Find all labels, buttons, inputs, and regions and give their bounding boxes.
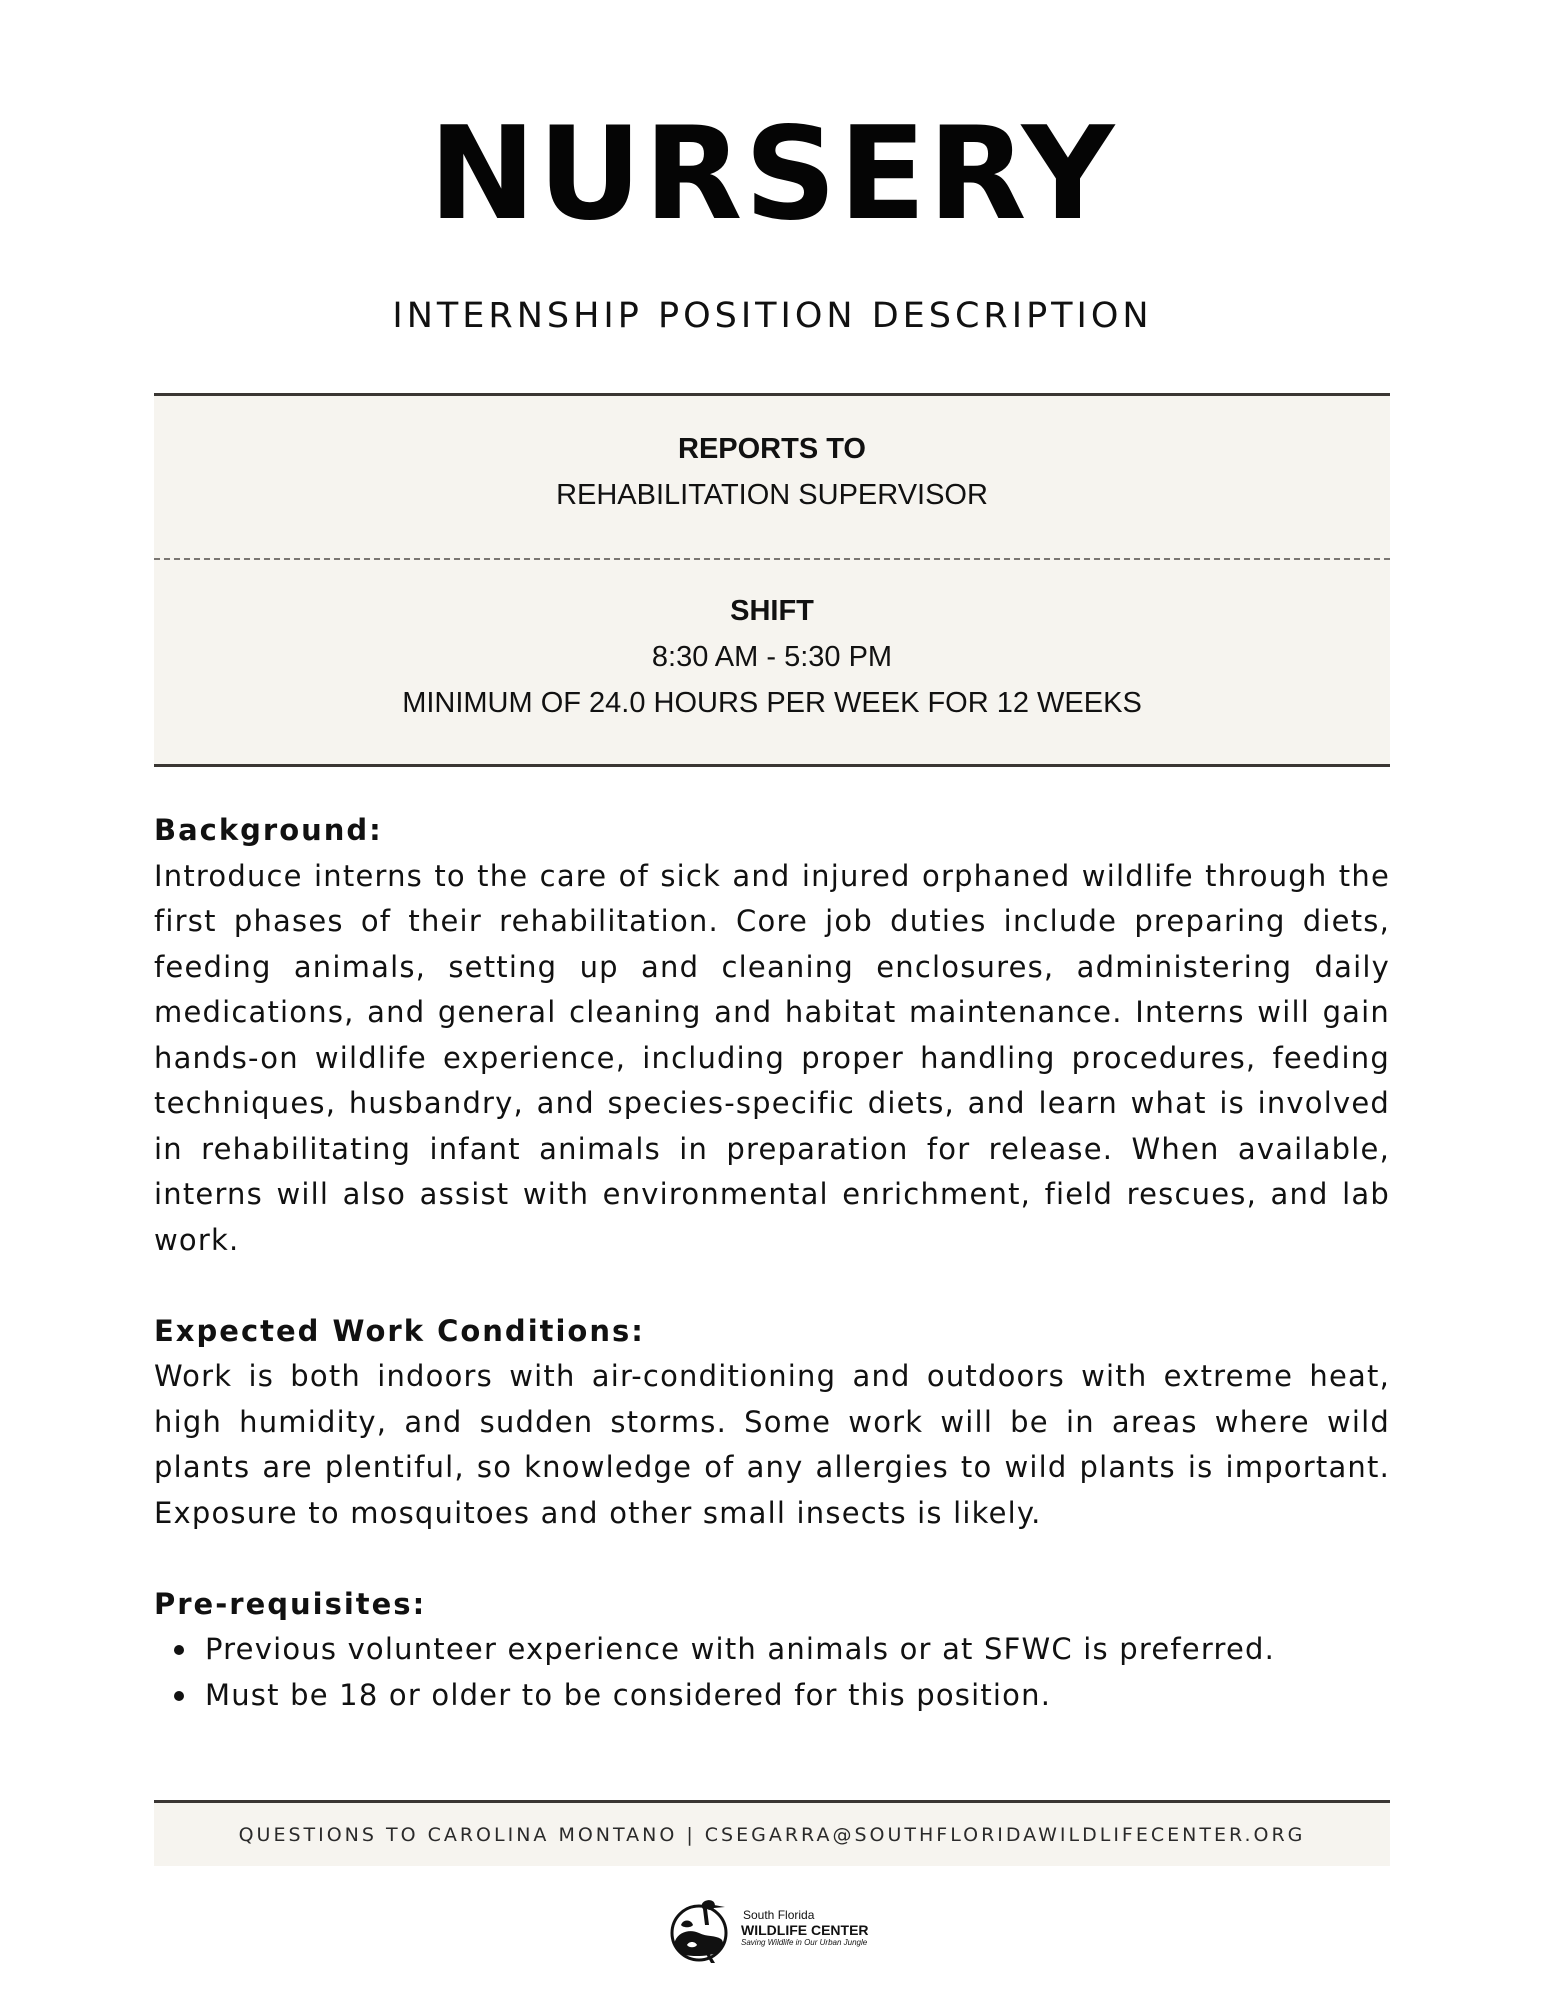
conditions-body: Work is both indoors with air-conditioning and outdoors with extreme heat, high humidity, and sudden storms. Some work will be in areas where wild plants are plentiful, so knowledge of any allergies to wild plants is important. Exposure to mosquitoes and other small insects is likely. bbox=[154, 1359, 1390, 1530]
logo-line-1: South Florida bbox=[743, 1908, 815, 1922]
shift-hours: 8:30 AM - 5:30 PM bbox=[651, 641, 893, 673]
list-item-text: Must be 18 or older to be considered for this position. bbox=[205, 1677, 1052, 1712]
list-item bbox=[154, 1627, 1390, 1673]
shift-minimum: MINIMUM OF 24.0 HOURS PER WEEK FOR 12 WEEKS bbox=[402, 687, 1142, 719]
background-body: Introduce interns to the care of sick and injured orphaned wildlife through the first phases of their rehabilitation. Core job duties include preparing diets, feeding animals, setting up and cleaning enclosures, administering daily medications, and general cleaning and habitat maintenance. Interns will gain hands-on wildlife experience, including proper handling procedures, feeding techniques, husbandry, and species-specific diets, and learn what is involved in rehabilitating infant animals in preparation for release. When available, interns will also assist with environmental enrichment, field rescues, and lab work. bbox=[154, 858, 1390, 1257]
reports-to-value: REHABILITATION SUPERVISOR bbox=[556, 479, 988, 511]
list-item bbox=[154, 1673, 1390, 1719]
page-title: NURSERY bbox=[428, 100, 1117, 249]
position-info-box bbox=[154, 393, 1390, 767]
description-content bbox=[154, 808, 1390, 1718]
logo-line-2: WILDLIFE CENTER bbox=[741, 1922, 869, 1938]
logo-line-3: Saving Wildlife in Our Urban Jungle bbox=[741, 1938, 868, 1947]
reports-to-section bbox=[154, 426, 1390, 518]
organization-logo bbox=[665, 1895, 885, 1965]
shift-label: SHIFT bbox=[730, 595, 814, 627]
prerequisites-heading: Pre-requisites: bbox=[154, 1586, 427, 1621]
section-spacer bbox=[154, 1263, 1390, 1309]
logo-text bbox=[741, 1909, 891, 1948]
contact-text: QUESTIONS TO CAROLINA MONTANO | CSEGARRA@SOUTHFLORIDAWILDLIFECENTER.ORG bbox=[238, 1824, 1306, 1846]
conditions-heading: Expected Work Conditions: bbox=[154, 1313, 645, 1348]
page-subtitle: INTERNSHIP POSITION DESCRIPTION bbox=[392, 296, 1153, 336]
reports-to-label: REPORTS TO bbox=[678, 433, 866, 465]
bullet-icon bbox=[174, 1645, 184, 1655]
contact-footer bbox=[154, 1800, 1390, 1866]
bullet-icon bbox=[174, 1691, 184, 1701]
section-spacer bbox=[154, 1536, 1390, 1582]
info-dashed-divider bbox=[154, 558, 1390, 560]
list-item-text: Previous volunteer experience with animals or at SFWC is preferred. bbox=[205, 1632, 1276, 1666]
heron-and-animals-logo-icon bbox=[665, 1895, 735, 1965]
prerequisites-list bbox=[154, 1627, 1390, 1718]
background-heading: Background: bbox=[154, 813, 383, 847]
shift-section bbox=[154, 588, 1390, 726]
